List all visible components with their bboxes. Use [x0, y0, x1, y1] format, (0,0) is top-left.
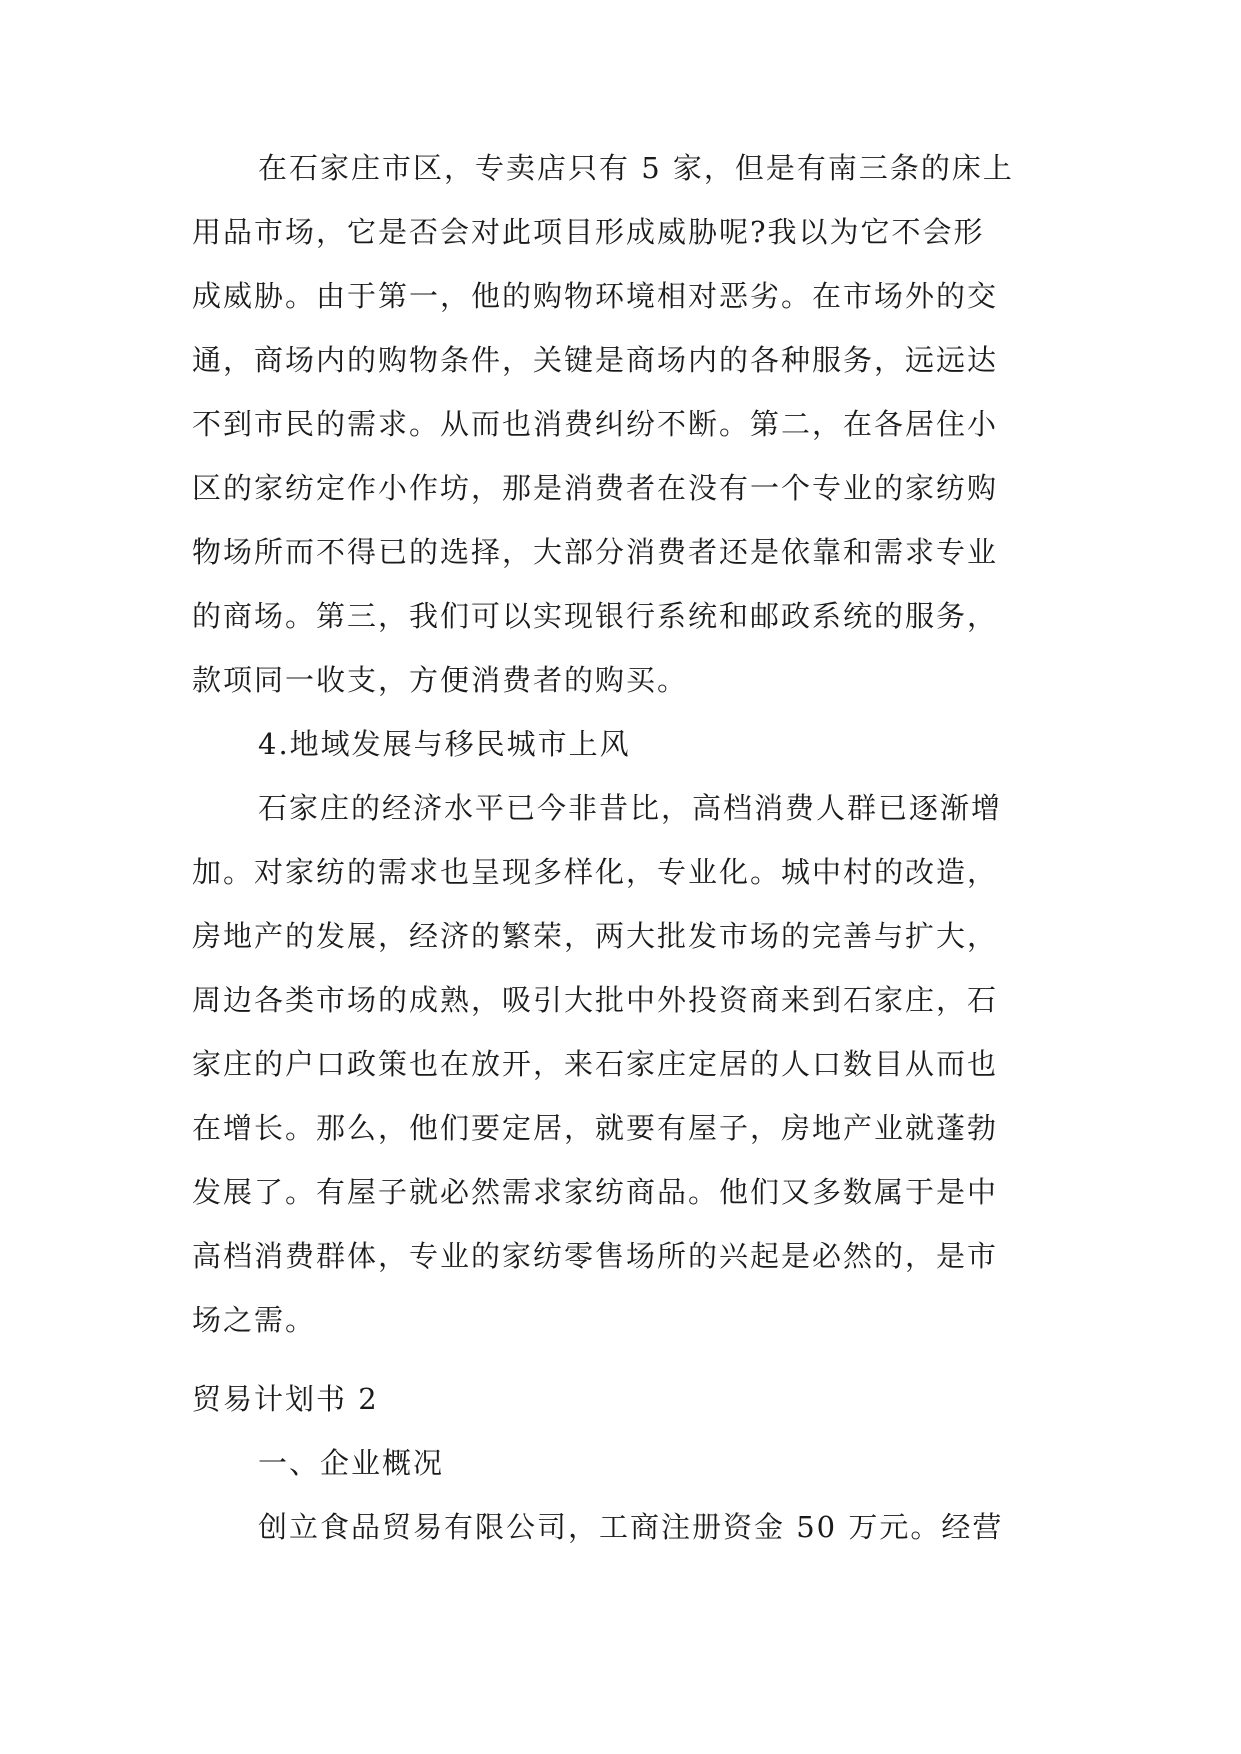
text-line: 周边各类市场的成熟，吸引大批中外投资商来到石家庄，石 — [192, 983, 999, 1017]
text-line: 成威胁。由于第一，他的购物环境相对恶劣。在市场外的交 — [192, 279, 999, 313]
text-line: 的商场。第三，我们可以实现银行系统和邮政系统的服务， — [192, 599, 999, 633]
text-line: 加。对家纺的需求也呈现多样化，专业化。城中村的改造， — [192, 855, 999, 889]
document-title — [192, 1367, 1062, 1431]
text-line: 用品市场，它是否会对此项目形成威胁呢?我以为它不会形 — [192, 215, 985, 249]
text-line: 场之需。 — [192, 1303, 317, 1337]
text-line: 在石家庄市区，专卖店只有 5 家，但是有南三条的床上 — [258, 151, 1014, 185]
paragraph-competition — [192, 136, 1062, 712]
text-line: 物场所而不得已的选择，大部分消费者还是依靠和需求专业 — [192, 535, 999, 569]
subheading-company-overview — [192, 1431, 1062, 1495]
text-line: 款项同一收支，方便消费者的购买。 — [192, 663, 689, 697]
paragraph-company-intro — [192, 1495, 1062, 1559]
section-heading-4 — [192, 712, 1062, 776]
text-line: 高档消费群体，专业的家纺零售场所的兴起是必然的，是市 — [192, 1239, 999, 1273]
text-line: 通，商场内的购物条件，关键是商场内的各种服务，远远达 — [192, 343, 999, 377]
title-text: 贸易计划书 2 — [192, 1382, 379, 1416]
text-line: 发展了。有屋子就必然需求家纺商品。他们又多数属于是中 — [192, 1175, 999, 1209]
paragraph-regional-development — [192, 776, 1062, 1352]
heading-text: 4.地域发展与移民城市上风 — [258, 727, 631, 761]
text-line: 石家庄的经济水平已今非昔比，高档消费人群已逐渐增 — [258, 791, 1003, 825]
text-line: 不到市民的需求。从而也消费纠纷不断。第二，在各居住小 — [192, 407, 999, 441]
text-line: 在增长。那么，他们要定居，就要有屋子，房地产业就蓬勃 — [192, 1111, 999, 1145]
text-line: 家庄的户口政策也在放开，来石家庄定居的人口数目从而也 — [192, 1047, 999, 1081]
text-line: 区的家纺定作小作坊，那是消费者在没有一个专业的家纺购 — [192, 471, 999, 505]
subheading-text: 一、企业概况 — [258, 1446, 445, 1480]
text-line: 创立食品贸易有限公司，工商注册资金 50 万元。经营 — [258, 1510, 1004, 1544]
text-line: 房地产的发展，经济的繁荣，两大批发市场的完善与扩大， — [192, 919, 999, 953]
